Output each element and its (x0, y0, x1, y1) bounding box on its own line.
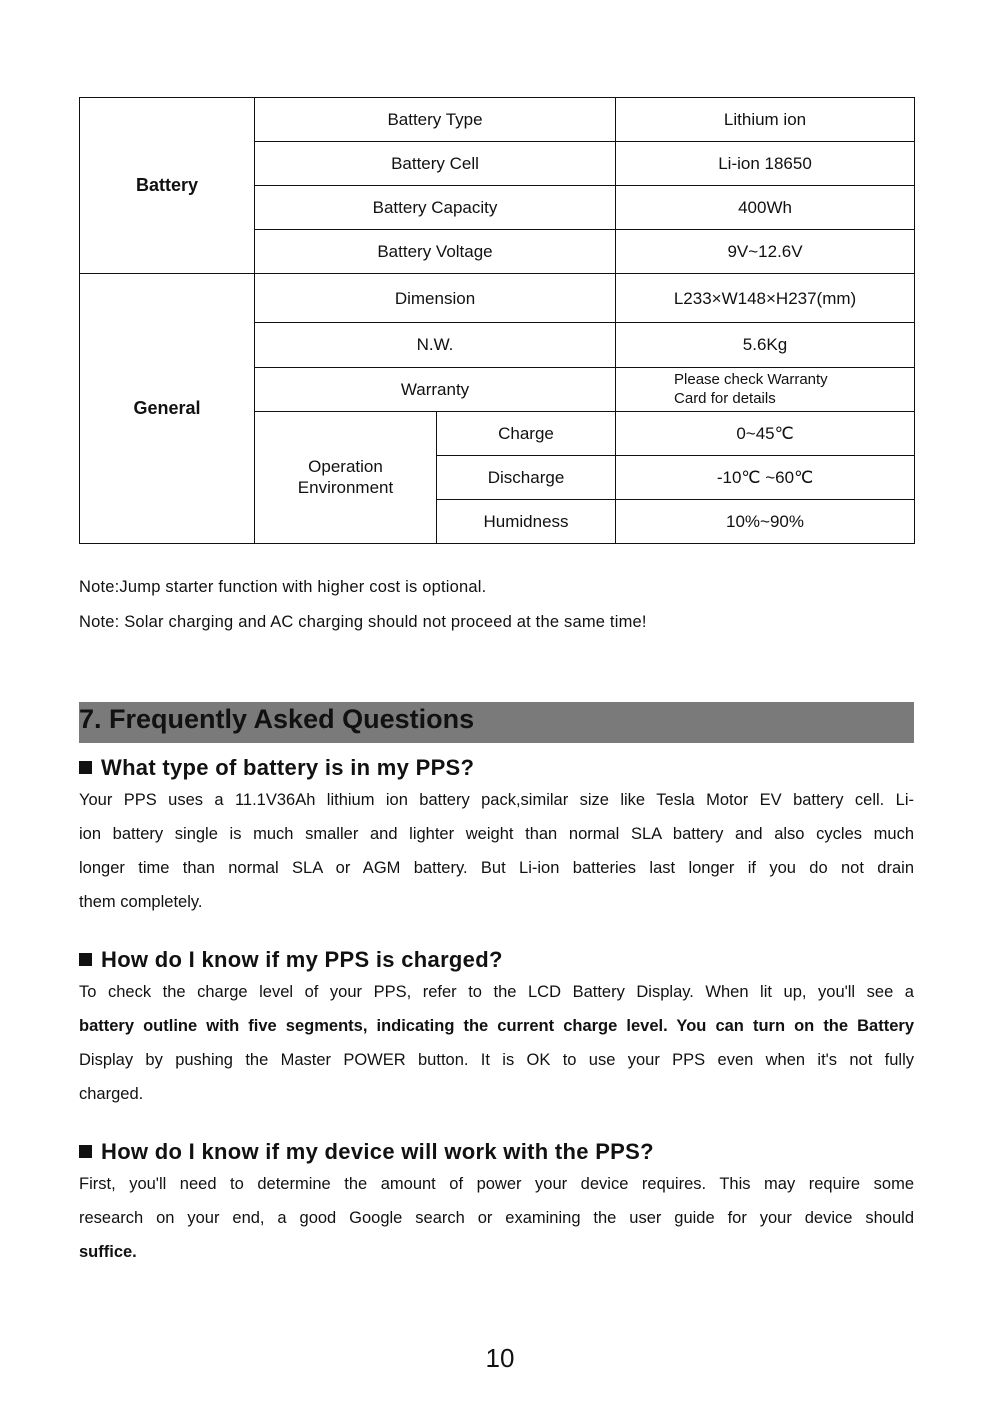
answer-line: suffice. (79, 1243, 137, 1261)
spec-value: 10%~90% (616, 499, 915, 543)
square-bullet-icon (79, 761, 92, 774)
spec-label: Warranty (255, 367, 616, 411)
warranty-value (616, 367, 915, 411)
square-bullet-icon (79, 953, 92, 966)
answer-line: battery outline with five segments, indicating the current charge level. You can turn on the Battery (79, 1017, 914, 1035)
faq-question (79, 755, 474, 781)
spec-label: Battery Type (255, 98, 616, 142)
spec-value: 0~45℃ (616, 411, 915, 455)
battery-group-label: Battery (80, 98, 255, 274)
answer-line: charged. (79, 1085, 144, 1103)
answer-line: Display by pushing the Master POWER button. It is OK to use your PPS even when it's not fully (79, 1051, 914, 1069)
spec-label: Humidness (437, 499, 616, 543)
spec-label: Battery Voltage (255, 230, 616, 274)
note-line: Note: Solar charging and AC charging should not proceed at the same time! (79, 613, 647, 631)
answer-line: research on your end, a good Google search or examining the user guide for your device should (79, 1209, 914, 1227)
spec-label: Battery Cell (255, 142, 616, 186)
answer-line: longer time than normal SLA or AGM battery. But Li-ion batteries last longer if you do not drain (79, 859, 914, 877)
spec-label: Discharge (437, 455, 616, 499)
spec-value: 400Wh (616, 186, 915, 230)
spec-value: Li-ion 18650 (616, 142, 915, 186)
general-group-label: General (80, 274, 255, 544)
spec-value: L233×W148×H237(mm) (616, 274, 915, 323)
spec-value: 9V~12.6V (616, 230, 915, 274)
operation-environment-label (255, 411, 437, 543)
answer-line: ion battery single is much smaller and lighter weight than normal SLA battery and also cycles much (79, 825, 914, 843)
faq-question (79, 1139, 654, 1165)
faq-answer (79, 783, 914, 919)
answer-line: To check the charge level of your PPS, refer to the LCD Battery Display. When lit up, you'll see a (79, 983, 914, 1001)
spec-table (79, 97, 915, 544)
faq-answer (79, 975, 914, 1111)
spec-label: Dimension (255, 274, 616, 323)
spec-label: Charge (437, 411, 616, 455)
faq-question-text: How do I know if my device will work with the PPS? (101, 1139, 654, 1164)
spec-value: 5.6Kg (616, 323, 915, 367)
faq-question (79, 947, 503, 973)
faq-answer (79, 1167, 914, 1269)
spec-label: Battery Capacity (255, 186, 616, 230)
faq-question-text: What type of battery is in my PPS? (101, 755, 475, 780)
answer-line: Your PPS uses a 11.1V36Ah lithium ion battery pack,similar size like Tesla Motor EV battery cell. Li- (79, 791, 914, 809)
page-number: 10 (485, 1343, 515, 1373)
section-title: 7. Frequently Asked Questions (79, 704, 475, 734)
answer-line: First, you'll need to determine the amount of power your device requires. This may require some (79, 1175, 914, 1193)
square-bullet-icon (79, 1145, 92, 1158)
spec-value: -10℃ ~60℃ (616, 455, 915, 499)
warranty-value-line: Please check Warranty (674, 370, 828, 388)
faq-question-text: How do I know if my PPS is charged? (101, 947, 503, 972)
operation-label-line: Environment (297, 478, 394, 498)
answer-line: them completely. (79, 893, 203, 911)
operation-label-line: Operation (308, 457, 383, 477)
warranty-value-line: Card for details (674, 390, 776, 408)
spec-value: Lithium ion (616, 98, 915, 142)
note-line: Note:Jump starter function with higher cost is optional. (79, 578, 487, 596)
spec-label: N.W. (255, 323, 616, 367)
